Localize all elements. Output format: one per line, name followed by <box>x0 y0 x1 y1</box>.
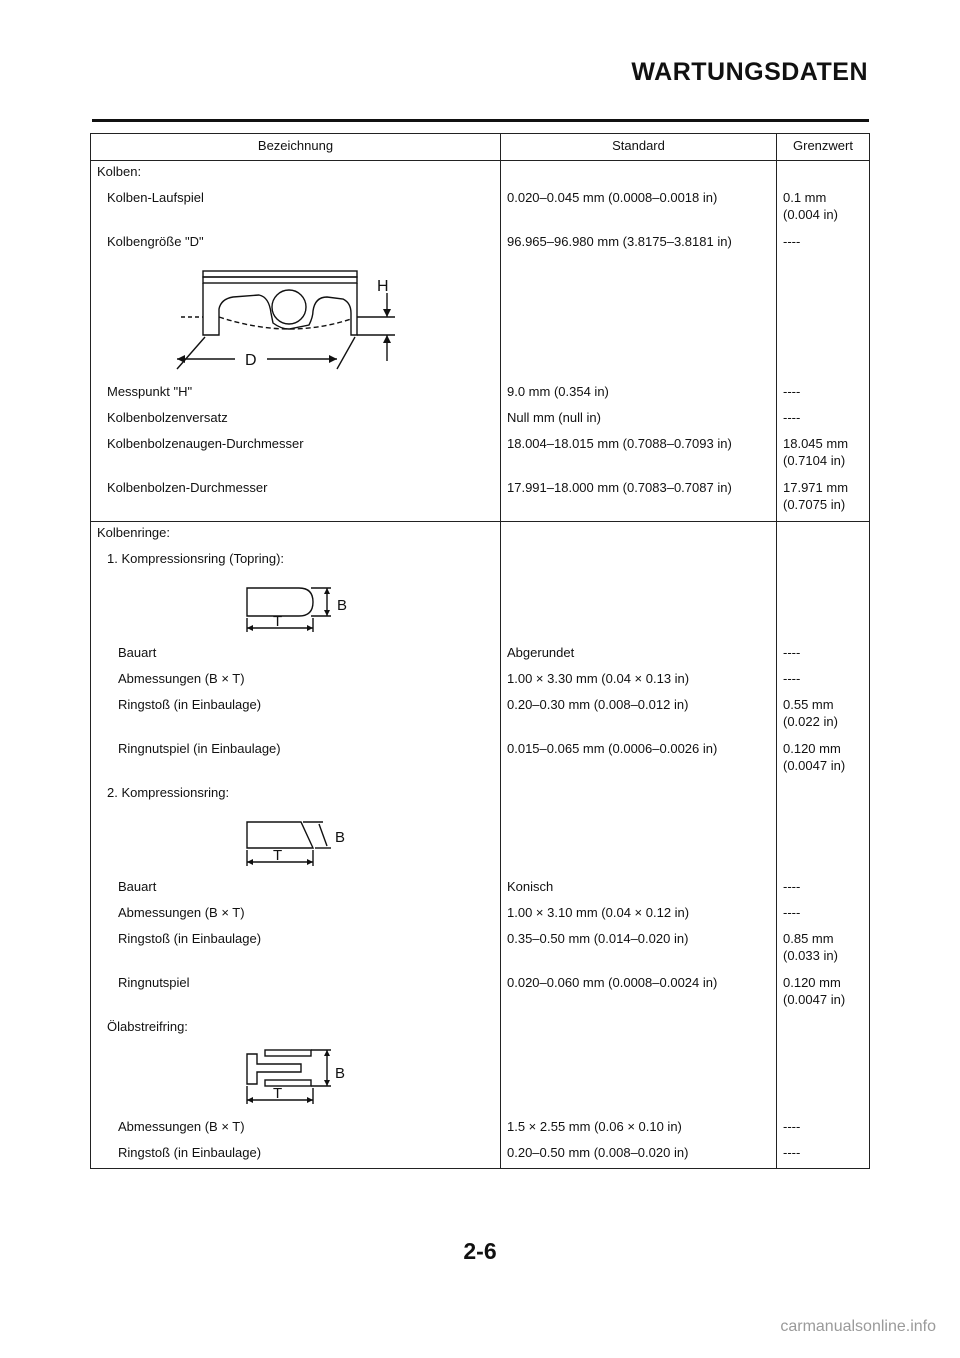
watermark: carmanualsonline.info <box>780 1318 936 1335</box>
row-limit: 0.120 mm (0.0047 in) <box>777 738 870 782</box>
top-ring-figure-cell <box>91 574 501 642</box>
row-name: Kolbenbolzenversatz <box>91 407 501 433</box>
figure-label-t: T <box>273 847 283 864</box>
table-row <box>91 231 870 257</box>
table-row <box>91 381 870 407</box>
row-standard: 0.020–0.060 mm (0.0008–0.0024 in) <box>501 972 777 1016</box>
row-limit: ---- <box>777 231 870 257</box>
col-header-standard: Standard <box>501 134 777 161</box>
table-row <box>91 407 870 433</box>
row-limit: ---- <box>777 876 870 902</box>
subgroup-heading-row <box>91 548 870 574</box>
row-name: Kolbengröße "D" <box>91 231 501 257</box>
table-row <box>91 187 870 231</box>
table-row <box>91 972 870 1016</box>
subgroup-heading: 2. Kompressionsring: <box>91 782 501 808</box>
row-name: Ringstoß (in Einbaulage) <box>91 694 501 738</box>
row-name: Kolben-Laufspiel <box>91 187 501 231</box>
top-ring-diagram <box>239 574 379 634</box>
row-name: Abmessungen (B × T) <box>91 1116 501 1142</box>
figure-label-b: B <box>335 1065 346 1082</box>
table-row <box>91 902 870 928</box>
table-row <box>91 668 870 694</box>
table-row <box>91 738 870 782</box>
row-name: Ringnutspiel (in Einbaulage) <box>91 738 501 782</box>
group-heading: Kolbenringe: <box>91 522 501 549</box>
row-limit: ---- <box>777 642 870 668</box>
row-standard: 9.0 mm (0.354 in) <box>501 381 777 407</box>
row-limit: ---- <box>777 902 870 928</box>
row-name: Messpunkt "H" <box>91 381 501 407</box>
row-standard: 0.020–0.045 mm (0.0008–0.0018 in) <box>501 187 777 231</box>
page-number: 2-6 <box>463 1238 497 1264</box>
subgroup-heading: 1. Kompressionsring (Topring): <box>91 548 501 574</box>
row-standard: 0.20–0.50 mm (0.008–0.020 in) <box>501 1142 777 1169</box>
col-header-bezeichnung: Bezeichnung <box>91 134 501 161</box>
table-row <box>91 477 870 522</box>
row-limit: 17.971 mm (0.7075 in) <box>777 477 870 522</box>
figure-row <box>91 257 870 381</box>
spec-table <box>90 133 870 1169</box>
figure-label-t: T <box>273 613 283 630</box>
oil-ring-diagram <box>239 1042 379 1108</box>
table-row <box>91 928 870 972</box>
subgroup-heading: Ölabstreifring: <box>91 1016 501 1042</box>
table-row <box>91 1116 870 1142</box>
row-standard: Null mm (null in) <box>501 407 777 433</box>
oil-ring-figure-cell <box>91 1042 501 1116</box>
figure-label-h: H <box>377 278 389 295</box>
row-standard: 0.015–0.065 mm (0.0006–0.0026 in) <box>501 738 777 782</box>
row-name: Ringstoß (in Einbaulage) <box>91 1142 501 1169</box>
row-limit: 0.55 mm (0.022 in) <box>777 694 870 738</box>
row-limit: ---- <box>777 381 870 407</box>
row-name: Kolbenbolzen-Durchmesser <box>91 477 501 522</box>
row-standard: 1.00 × 3.10 mm (0.04 × 0.12 in) <box>501 902 777 928</box>
second-ring-diagram <box>239 808 379 868</box>
row-standard: Konisch <box>501 876 777 902</box>
row-standard: 18.004–18.015 mm (0.7088–0.7093 in) <box>501 433 777 477</box>
row-name: Bauart <box>91 876 501 902</box>
row-standard: 1.5 × 2.55 mm (0.06 × 0.10 in) <box>501 1116 777 1142</box>
row-name: Abmessungen (B × T) <box>91 668 501 694</box>
row-standard: 0.20–0.30 mm (0.008–0.012 in) <box>501 694 777 738</box>
subgroup-heading-row <box>91 1016 870 1042</box>
row-standard: 96.965–96.980 mm (3.8175–3.8181 in) <box>501 231 777 257</box>
piston-figure-cell <box>91 257 501 381</box>
row-name: Bauart <box>91 642 501 668</box>
row-limit: ---- <box>777 1116 870 1142</box>
row-limit: 18.045 mm (0.7104 in) <box>777 433 870 477</box>
row-limit: ---- <box>777 668 870 694</box>
table-row <box>91 433 870 477</box>
figure-label-b: B <box>337 597 348 614</box>
row-standard: Abgerundet <box>501 642 777 668</box>
row-name: Ringnutspiel <box>91 972 501 1016</box>
header-rule <box>92 119 869 122</box>
group-heading: Kolben: <box>91 161 501 188</box>
row-limit: 0.1 mm (0.004 in) <box>777 187 870 231</box>
row-standard: 1.00 × 3.30 mm (0.04 × 0.13 in) <box>501 668 777 694</box>
table-row <box>91 642 870 668</box>
table-row <box>91 876 870 902</box>
figure-label-b: B <box>335 829 346 846</box>
row-limit: ---- <box>777 407 870 433</box>
row-limit: 0.120 mm (0.0047 in) <box>777 972 870 1016</box>
second-ring-figure-cell <box>91 808 501 876</box>
table-row <box>91 1142 870 1169</box>
figure-row <box>91 1042 870 1116</box>
table-header-row <box>91 134 870 161</box>
row-limit: ---- <box>777 1142 870 1169</box>
figure-row <box>91 574 870 642</box>
row-standard: 0.35–0.50 mm (0.014–0.020 in) <box>501 928 777 972</box>
group-heading-row <box>91 161 870 188</box>
col-header-grenzwert: Grenzwert <box>777 134 870 161</box>
piston-diagram <box>161 257 481 377</box>
row-standard: 17.991–18.000 mm (0.7083–0.7087 in) <box>501 477 777 522</box>
row-limit: 0.85 mm (0.033 in) <box>777 928 870 972</box>
figure-label-t: T <box>273 1085 283 1102</box>
figure-label-d: D <box>245 352 257 369</box>
row-name: Abmessungen (B × T) <box>91 902 501 928</box>
figure-row <box>91 808 870 876</box>
table-row <box>91 694 870 738</box>
row-name: Ringstoß (in Einbaulage) <box>91 928 501 972</box>
row-name: Kolbenbolzenaugen-Durchmesser <box>91 433 501 477</box>
subgroup-heading-row <box>91 782 870 808</box>
group-heading-row <box>91 522 870 549</box>
page-title: WARTUNGSDATEN <box>631 58 868 86</box>
